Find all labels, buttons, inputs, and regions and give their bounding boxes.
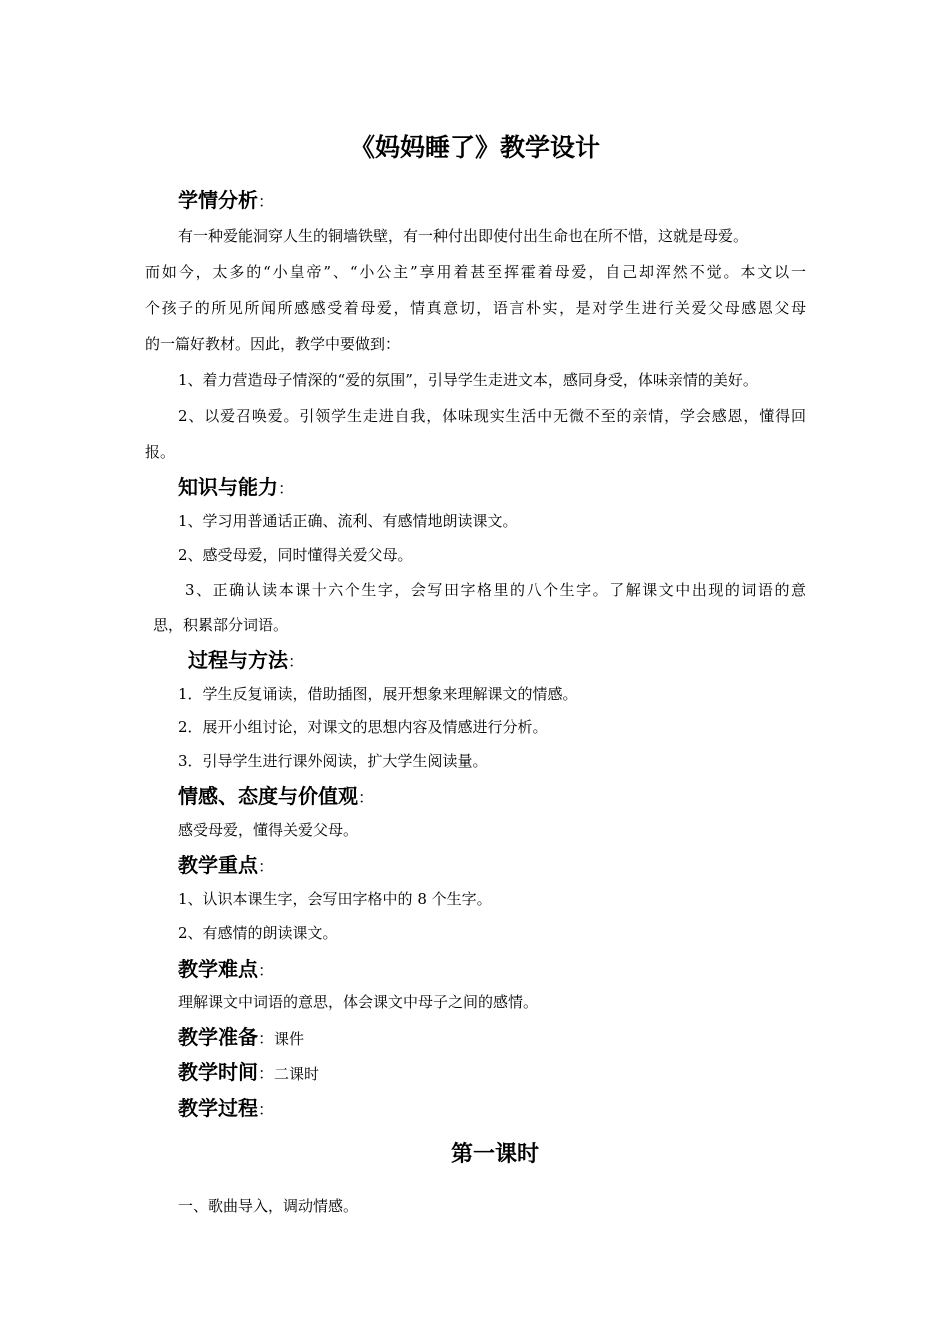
shijian-value: 二课时 xyxy=(274,1065,320,1083)
xueqing-line-3: 个孩子的所见所闻所感感受着母爱，情真意切，语言朴实，是对学生进行关爱父母感恩父母 xyxy=(145,299,806,317)
heading-qinggan: 情感、态度与价值观： xyxy=(178,784,375,808)
qinggan-line-1: 感受母爱，懂得关爱父母。 xyxy=(178,821,359,839)
first-step: 一、歌曲导入，调动情感。 xyxy=(178,1197,359,1215)
heading-zhunbei: 教学准备：课件 xyxy=(178,1025,305,1049)
heading-nandian: 教学难点： xyxy=(178,957,275,981)
guocheng-line-2: 2．展开小组讨论，对课文的思想内容及情感进行分析。 xyxy=(178,718,548,736)
heading-guochengjx: 教学过程： xyxy=(178,1096,275,1120)
zhishi-line-1: 1、学习用普通话正确、流利、有感情地朗读课文。 xyxy=(178,512,518,530)
guocheng-line-3: 3．引导学生进行课外阅读，扩大学生阅读量。 xyxy=(178,752,488,770)
xueqing-line-4: 的一篇好教材。因此，教学中要做到： xyxy=(145,335,401,353)
xueqing-line-6: 2、以爱召唤爱。引领学生走进自我，体味现实生活中无微不至的亲情，学会感恩，懂得回 xyxy=(178,407,806,425)
zhongdian-line-1: 1、认识本课生字，会写田字格中的 8 个生字。 xyxy=(178,890,492,908)
zhishi-line-3: 3、正确认读本课十六个生字，会写田字格里的八个生字。了解课文中出现的词语的意 xyxy=(185,581,806,599)
xueqing-line-7: 报。 xyxy=(145,443,176,461)
document-title: 《妈妈睡了》教学设计 xyxy=(349,133,600,162)
heading-zhongdian: 教学重点： xyxy=(178,853,275,877)
zhishi-line-2: 2、感受母爱，同时懂得关爱父母。 xyxy=(178,546,413,564)
heading-zhishi: 知识与能力： xyxy=(178,475,295,499)
heading-xueqing: 学情分析： xyxy=(178,188,275,212)
zhongdian-line-2: 2、有感情的朗读课文。 xyxy=(178,924,338,942)
nandian-line-1: 理解课文中词语的意思，体会课文中母子之间的感情。 xyxy=(178,993,539,1011)
zhishi-line-4: 思，积累部分词语。 xyxy=(153,616,289,634)
guocheng-line-1: 1．学生反复诵读，借助插图，展开想象来理解课文的情感。 xyxy=(178,685,578,703)
xueqing-line-1: 有一种爱能洞穿人生的铜墙铁壁，有一种付出即使付出生命也在所不惜，这就是母爱。 xyxy=(178,227,749,245)
heading-guocheng: 过程与方法： xyxy=(188,648,305,672)
zhunbei-value: 课件 xyxy=(274,1030,305,1048)
xueqing-line-5: 1、着力营造母子情深的“爱的氛围”，引导学生走进文本，感同身受，体味亲情的美好。 xyxy=(178,371,758,389)
xueqing-line-2: 而如今，太多的“小皇帝”、“小公主”享用着甚至挥霍着母爱，自己却浑然不觉。本文以一 xyxy=(145,263,806,281)
heading-shijian: 教学时间：二课时 xyxy=(178,1060,320,1084)
lesson-title: 第一课时 xyxy=(450,1142,539,1167)
